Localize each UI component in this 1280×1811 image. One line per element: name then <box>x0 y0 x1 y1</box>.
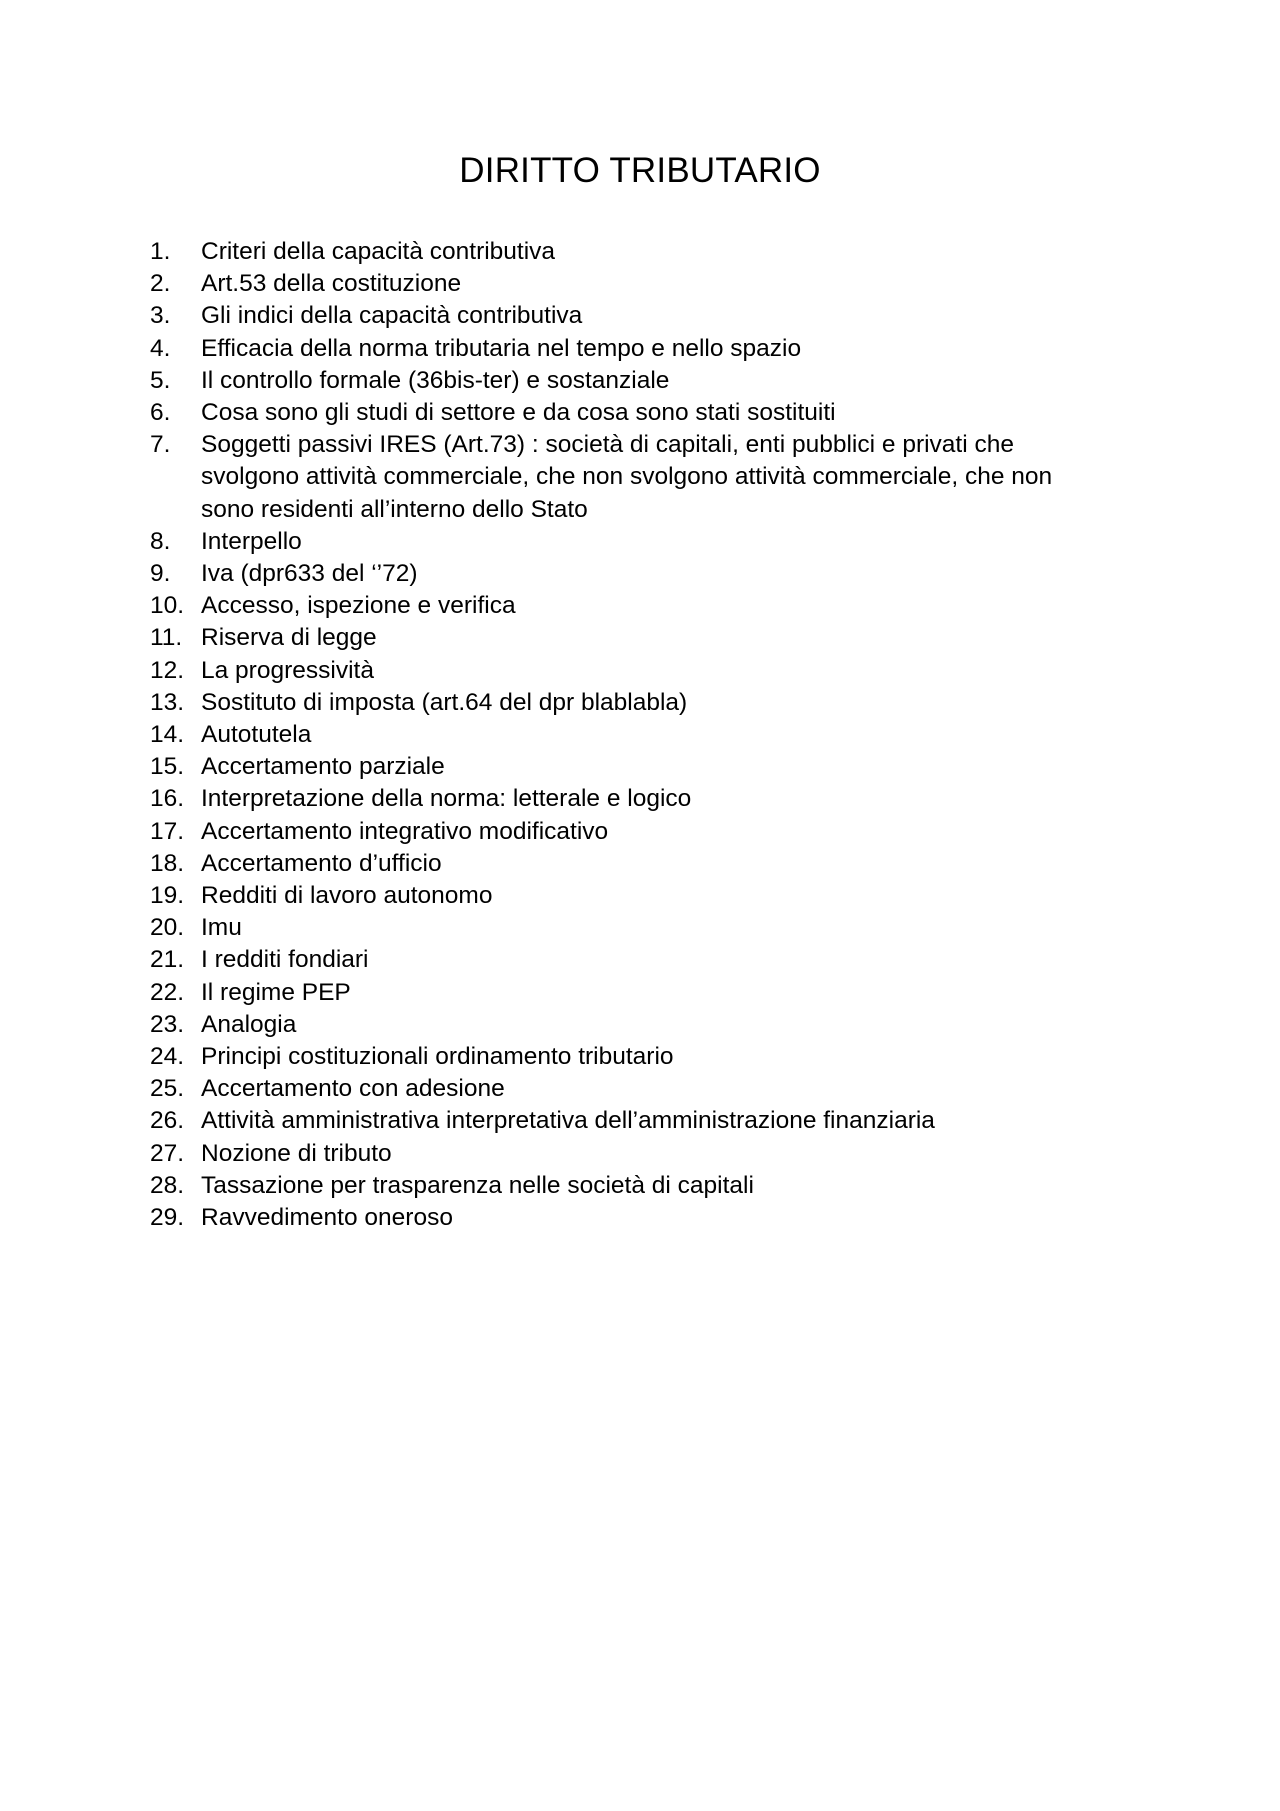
list-item-number: 16. <box>150 785 185 813</box>
list-item <box>150 1041 1110 1073</box>
list-item <box>150 783 1110 815</box>
list-item <box>150 655 1110 687</box>
list-item <box>150 429 1110 526</box>
list-item <box>150 300 1110 332</box>
list-item-text: Ravvedimento oneroso <box>201 1204 453 1232</box>
list-item <box>150 1138 1110 1170</box>
list-item <box>150 558 1110 590</box>
list-item <box>150 977 1110 1009</box>
list-item-number: 18. <box>150 849 185 877</box>
list-item-number: 10. <box>150 592 185 620</box>
list-item-text: Art.53 della costituzione <box>201 270 462 298</box>
list-item-text: Sostituto di imposta (art.64 del dpr blablabla) <box>201 688 688 716</box>
list-item-number: 5. <box>150 366 171 394</box>
list-item <box>150 816 1110 848</box>
list-item-text: Analogia <box>201 1010 297 1038</box>
list-item-number: 13. <box>150 688 185 716</box>
list-item-text: Autotutela <box>201 721 312 749</box>
list-item-number: 4. <box>150 334 171 362</box>
list-item-text: Riserva di legge <box>201 624 377 652</box>
list-item-text: La progressività <box>201 656 374 684</box>
list-item-text: Redditi di lavoro autonomo <box>201 882 493 910</box>
list-item-number: 9. <box>150 560 171 588</box>
list-item-text: Il regime PEP <box>201 978 351 1006</box>
list-item-number: 14. <box>150 721 185 749</box>
list-item <box>150 365 1110 397</box>
list-item-text: Iva (dpr633 del ‘’72) <box>201 560 418 588</box>
page-title: DIRITTO TRIBUTARIO <box>459 151 821 190</box>
list-item-number: 29. <box>150 1204 185 1232</box>
list-item-text: Imu <box>201 914 242 942</box>
list-item-number: 19. <box>150 882 185 910</box>
list-item-text: Criteri della capacità contributiva <box>201 238 556 265</box>
list-item <box>150 719 1110 751</box>
list-item-text: Accertamento con adesione <box>201 1075 505 1103</box>
list-item-text: Interpretazione della norma: letterale e logico <box>201 785 692 813</box>
list-item <box>150 848 1110 880</box>
list-item-number: 28. <box>150 1171 185 1199</box>
list-item-number: 26. <box>150 1107 185 1135</box>
list-item-text: Accertamento integrativo modificativo <box>201 817 609 845</box>
list-item-text: Cosa sono gli studi di settore e da cosa sono stati sostituiti <box>201 399 836 427</box>
list-item-text: Gli indici della capacità contributiva <box>201 302 583 330</box>
list-item <box>150 944 1110 976</box>
list-item-number: 11. <box>150 624 183 652</box>
list-item-text: Attività amministrativa interpretativa dell’amministrazione finanziaria <box>201 1107 935 1135</box>
list-item-text: I redditi fondiari <box>201 946 369 974</box>
list-item <box>150 268 1110 300</box>
list-item <box>150 687 1110 719</box>
list-item-number: 1. <box>150 238 171 265</box>
list-item-number: 17. <box>150 817 185 845</box>
list-item <box>150 880 1110 912</box>
list-item-number: 20. <box>150 914 185 942</box>
list-item <box>150 1105 1110 1137</box>
list-item-text: Accertamento d’ufficio <box>201 849 442 877</box>
list-item-number: 12. <box>150 656 185 684</box>
topic-list <box>150 236 1110 1234</box>
list-item-number: 15. <box>150 753 185 781</box>
list-item-text: Tassazione per trasparenza nelle società di capitali <box>201 1171 754 1199</box>
list-item-number: 8. <box>150 527 171 555</box>
list-item <box>150 1073 1110 1105</box>
list-item <box>150 912 1110 944</box>
list-item-number: 2. <box>150 270 171 298</box>
list-item-text: Interpello <box>201 527 302 555</box>
list-item <box>150 1009 1110 1041</box>
list-item-number: 7. <box>150 431 171 459</box>
list-item-number: 23. <box>150 1010 185 1038</box>
list-item-text: Accesso, ispezione e verifica <box>201 592 516 620</box>
list-item <box>150 397 1110 429</box>
list-item <box>150 333 1110 365</box>
list-item-text: Soggetti passivi IRES (Art.73) : società di capitali, enti pubblici e privati che svolgono attività commerciale, che non svolgono attività commerciale, che non sono residenti all’interno dello Stato <box>201 431 1053 523</box>
list-item-number: 21. <box>150 946 185 974</box>
list-item-text: Efficacia della norma tributaria nel tempo e nello spazio <box>201 334 802 362</box>
list-item-text: Accertamento parziale <box>201 753 445 781</box>
list-item <box>150 526 1110 558</box>
list-item-text: Il controllo formale (36bis-ter) e sostanziale <box>201 366 670 394</box>
list-item-number: 24. <box>150 1043 185 1071</box>
list-item <box>150 622 1110 654</box>
list-item-number: 27. <box>150 1139 185 1167</box>
list-item-text: Nozione di tributo <box>201 1139 392 1167</box>
list-item-number: 25. <box>150 1075 185 1103</box>
list-item-number: 3. <box>150 302 171 330</box>
list-item <box>150 1170 1110 1202</box>
list-item-text: Principi costituzionali ordinamento tributario <box>201 1043 674 1071</box>
list-item <box>150 236 1110 268</box>
list-item <box>150 1202 1110 1234</box>
list-item-number: 6. <box>150 399 171 427</box>
list-item <box>150 590 1110 622</box>
list-item-number: 22. <box>150 978 185 1006</box>
list-item <box>150 751 1110 783</box>
